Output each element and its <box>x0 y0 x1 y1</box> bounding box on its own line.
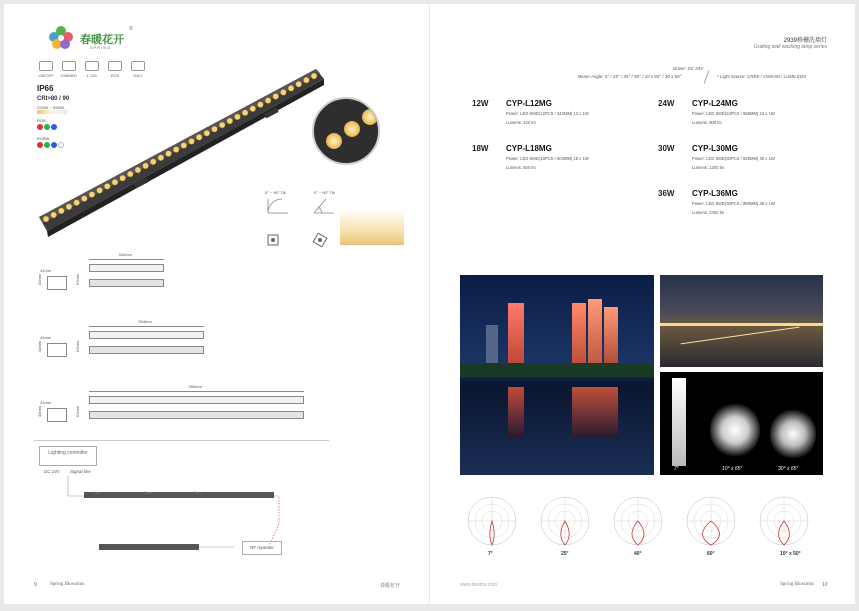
led-dot <box>234 114 240 120</box>
right-footer-brand: Spring Blossoms <box>780 582 815 587</box>
width-label: 41mm <box>40 268 52 273</box>
led-dot <box>51 212 57 218</box>
beam-angle-spec: Beam Angle: 5° / 25° / 45° / 90° / 10 x 65° / 30 x 65° <box>578 74 682 79</box>
model-wattage: 24W <box>658 99 675 108</box>
polar-label: 40° <box>634 551 642 557</box>
light-source-spec: * Light source: CREE / OSRAM / LUMILEDS <box>717 74 807 79</box>
cri-rating: CRI>80 / 90 <box>37 96 70 102</box>
cross-section <box>47 276 67 290</box>
polar-curve-chart <box>752 495 816 557</box>
model-wattage: 18W <box>472 144 489 153</box>
led-dot <box>227 118 233 124</box>
polar-curve-svg <box>533 495 597 551</box>
polar-label: 7° <box>488 551 493 557</box>
model-name: CYP-L30MG <box>692 144 738 153</box>
led-dot <box>196 134 202 140</box>
model-power: Power: LED SMD(18PCS / 504MM) 18 x 1W <box>506 156 589 161</box>
bar-side-view <box>89 346 204 354</box>
led-dot <box>150 159 156 165</box>
led-dot <box>257 102 263 108</box>
width-label: 41mm <box>40 335 52 340</box>
model-power: Power: LED SMD(36PCS / 990MM) 36 x 1W <box>692 201 775 206</box>
cert-label-dcr: DCR <box>110 73 120 78</box>
cross-section <box>47 408 67 422</box>
bar-top-view <box>89 396 304 404</box>
footer-url: www.itsoms.com <box>460 582 498 588</box>
driver-spec: Driver: DC 24V <box>673 66 704 71</box>
length-label: 504mm <box>138 319 152 324</box>
led-dot <box>288 85 294 91</box>
beam-test-label-1: 7° <box>674 466 679 472</box>
registered-mark: ® <box>129 26 133 32</box>
led-dot <box>173 147 179 153</box>
height-label-1: 42mm <box>37 406 42 418</box>
model-lumens: Lumens: 600 lm <box>506 165 536 170</box>
cert-label-dali: DALI <box>133 73 143 78</box>
led-dot <box>211 126 217 132</box>
segment-label-1: 2pcs <box>94 491 102 495</box>
left-page <box>4 4 429 604</box>
detail-zoom-image <box>312 97 380 165</box>
height-label-2: 67mm <box>75 341 80 353</box>
segment-label-2: 2pcs <box>144 491 152 495</box>
model-name: CYP-L24MG <box>692 99 738 108</box>
left-page-number: 9 <box>34 582 37 588</box>
mount-icon-1 <box>266 233 282 247</box>
led-dot <box>181 142 187 148</box>
width-label: 41mm <box>40 400 52 405</box>
model-lumens: Lumens: 900 lm <box>692 120 722 125</box>
led-dot <box>311 73 317 79</box>
left-footer-cn: 春暖花开 <box>380 583 401 589</box>
rgbw-label: RGBW <box>37 136 50 141</box>
led-dot <box>112 179 118 185</box>
led-dot <box>143 163 149 169</box>
led-dot <box>296 81 302 87</box>
led-dot <box>273 93 279 99</box>
cross-section <box>47 343 67 357</box>
tilt-90-icon <box>266 197 290 215</box>
led-dot <box>158 155 164 161</box>
model-name: CYP-L18MG <box>506 144 552 153</box>
riverside-photo <box>660 275 823 367</box>
polar-curve-svg <box>752 495 816 551</box>
model-power: Power: LED SMD(30PCS / 828MM) 30 x 1W <box>692 156 775 161</box>
polar-label: 60° <box>707 551 715 557</box>
led-dot <box>66 204 72 210</box>
length-label: 990mm <box>188 384 202 389</box>
polar-curve-svg <box>606 495 670 551</box>
lighting-controller-box: Lighting controller <box>39 446 97 466</box>
polar-curve-chart <box>460 495 524 557</box>
flower-logo-icon <box>46 24 76 50</box>
polar-curve-svg <box>460 495 524 551</box>
cert-label-dimmed: DIMMED <box>60 73 78 78</box>
polar-curve-chart <box>679 495 743 557</box>
model-lumens: Lumens: 420 lm <box>506 120 536 125</box>
logo-en-text: SPRING <box>90 45 112 50</box>
led-dot <box>104 183 110 189</box>
beam-tilt-label-2: 0° ~ 60° Tilt <box>314 190 335 195</box>
product-image <box>34 59 334 244</box>
cert-label-onoff: ON/OFF <box>38 73 54 78</box>
right-page <box>430 4 855 604</box>
polar-curve-chart <box>606 495 670 557</box>
rf-repeater-box: RF repeater <box>242 541 282 555</box>
mount-icon-2 <box>313 233 329 247</box>
beam-tilt-label-1: 0° ~ 90° Tilt <box>265 190 286 195</box>
cn-series-title: 2939格栅洗墙灯 <box>783 38 827 44</box>
polar-label: 10° x 50° <box>780 551 801 557</box>
bar-top-view <box>89 331 204 339</box>
led-dot <box>204 130 210 136</box>
night-building-photo <box>460 275 654 475</box>
bar-top-view <box>89 264 164 272</box>
logo-cn-text: 春暖花开 <box>80 34 124 46</box>
wash-effect-image <box>340 209 404 245</box>
model-wattage: 36W <box>658 189 675 198</box>
beam-test-photo <box>660 372 823 475</box>
ip-rating: IP66 <box>37 84 54 93</box>
led-dot <box>303 77 309 83</box>
model-wattage: 30W <box>658 144 675 153</box>
height-label-1: 42mm <box>37 341 42 353</box>
model-wattage: 12W <box>472 99 489 108</box>
polar-label: 25° <box>561 551 569 557</box>
led-dot <box>280 89 286 95</box>
led-dot <box>250 106 256 112</box>
height-label-2: 67mm <box>75 406 80 418</box>
model-power: Power: LED SMD(24PCS / 666MM) 24 x 1W <box>692 111 775 116</box>
model-name: CYP-L36MG <box>692 189 738 198</box>
led-dot <box>265 98 271 104</box>
beam-test-label-2: 10° x 65° <box>722 466 743 472</box>
model-name: CYP-L12MG <box>506 99 552 108</box>
led-dot <box>81 196 87 202</box>
dc-label: DC 24V <box>44 469 60 474</box>
led-dot <box>58 208 64 214</box>
model-lumens: Lumens: 1200 lm <box>692 165 725 170</box>
cert-label-1-10v: 1-10V <box>86 73 98 78</box>
spec-divider <box>704 70 710 83</box>
right-page-number: 10 <box>822 582 828 588</box>
height-label-2: 67mm <box>75 274 80 286</box>
tilt-60-icon <box>312 197 336 215</box>
led-dot <box>219 122 225 128</box>
segment-label-3: 2pcs <box>194 491 202 495</box>
led-dot <box>135 167 141 173</box>
bar-side-view <box>89 279 164 287</box>
led-dot <box>43 216 49 222</box>
divider <box>34 440 329 441</box>
length-label: 342mm <box>118 252 132 257</box>
height-label-1: 42mm <box>37 274 42 286</box>
led-dot <box>242 110 248 116</box>
cct-label: 2200K ~ 6500K <box>37 105 65 110</box>
en-series-title: Grating wall washing lamp series <box>753 44 827 50</box>
beam-test-label-3: 30° x 65° <box>778 466 799 472</box>
signal-label: Signal line <box>70 469 91 474</box>
led-dot <box>188 138 194 144</box>
polar-curve-chart <box>533 495 597 557</box>
model-power: Power: LED SMD(12PCS / 342MM) 12 x 1W <box>506 111 589 116</box>
led-dot <box>89 191 95 197</box>
led-dot <box>120 175 126 181</box>
bar-side-view <box>89 411 304 419</box>
led-dot <box>127 171 133 177</box>
rgb-label: RGB <box>37 118 46 123</box>
left-footer-brand: Spring Blossoms <box>50 582 85 587</box>
model-lumens: Lumens: 2400 lm <box>692 210 725 215</box>
led-dot <box>166 151 172 157</box>
polar-curve-svg <box>679 495 743 551</box>
led-dot <box>74 200 80 206</box>
led-dot <box>97 187 103 193</box>
